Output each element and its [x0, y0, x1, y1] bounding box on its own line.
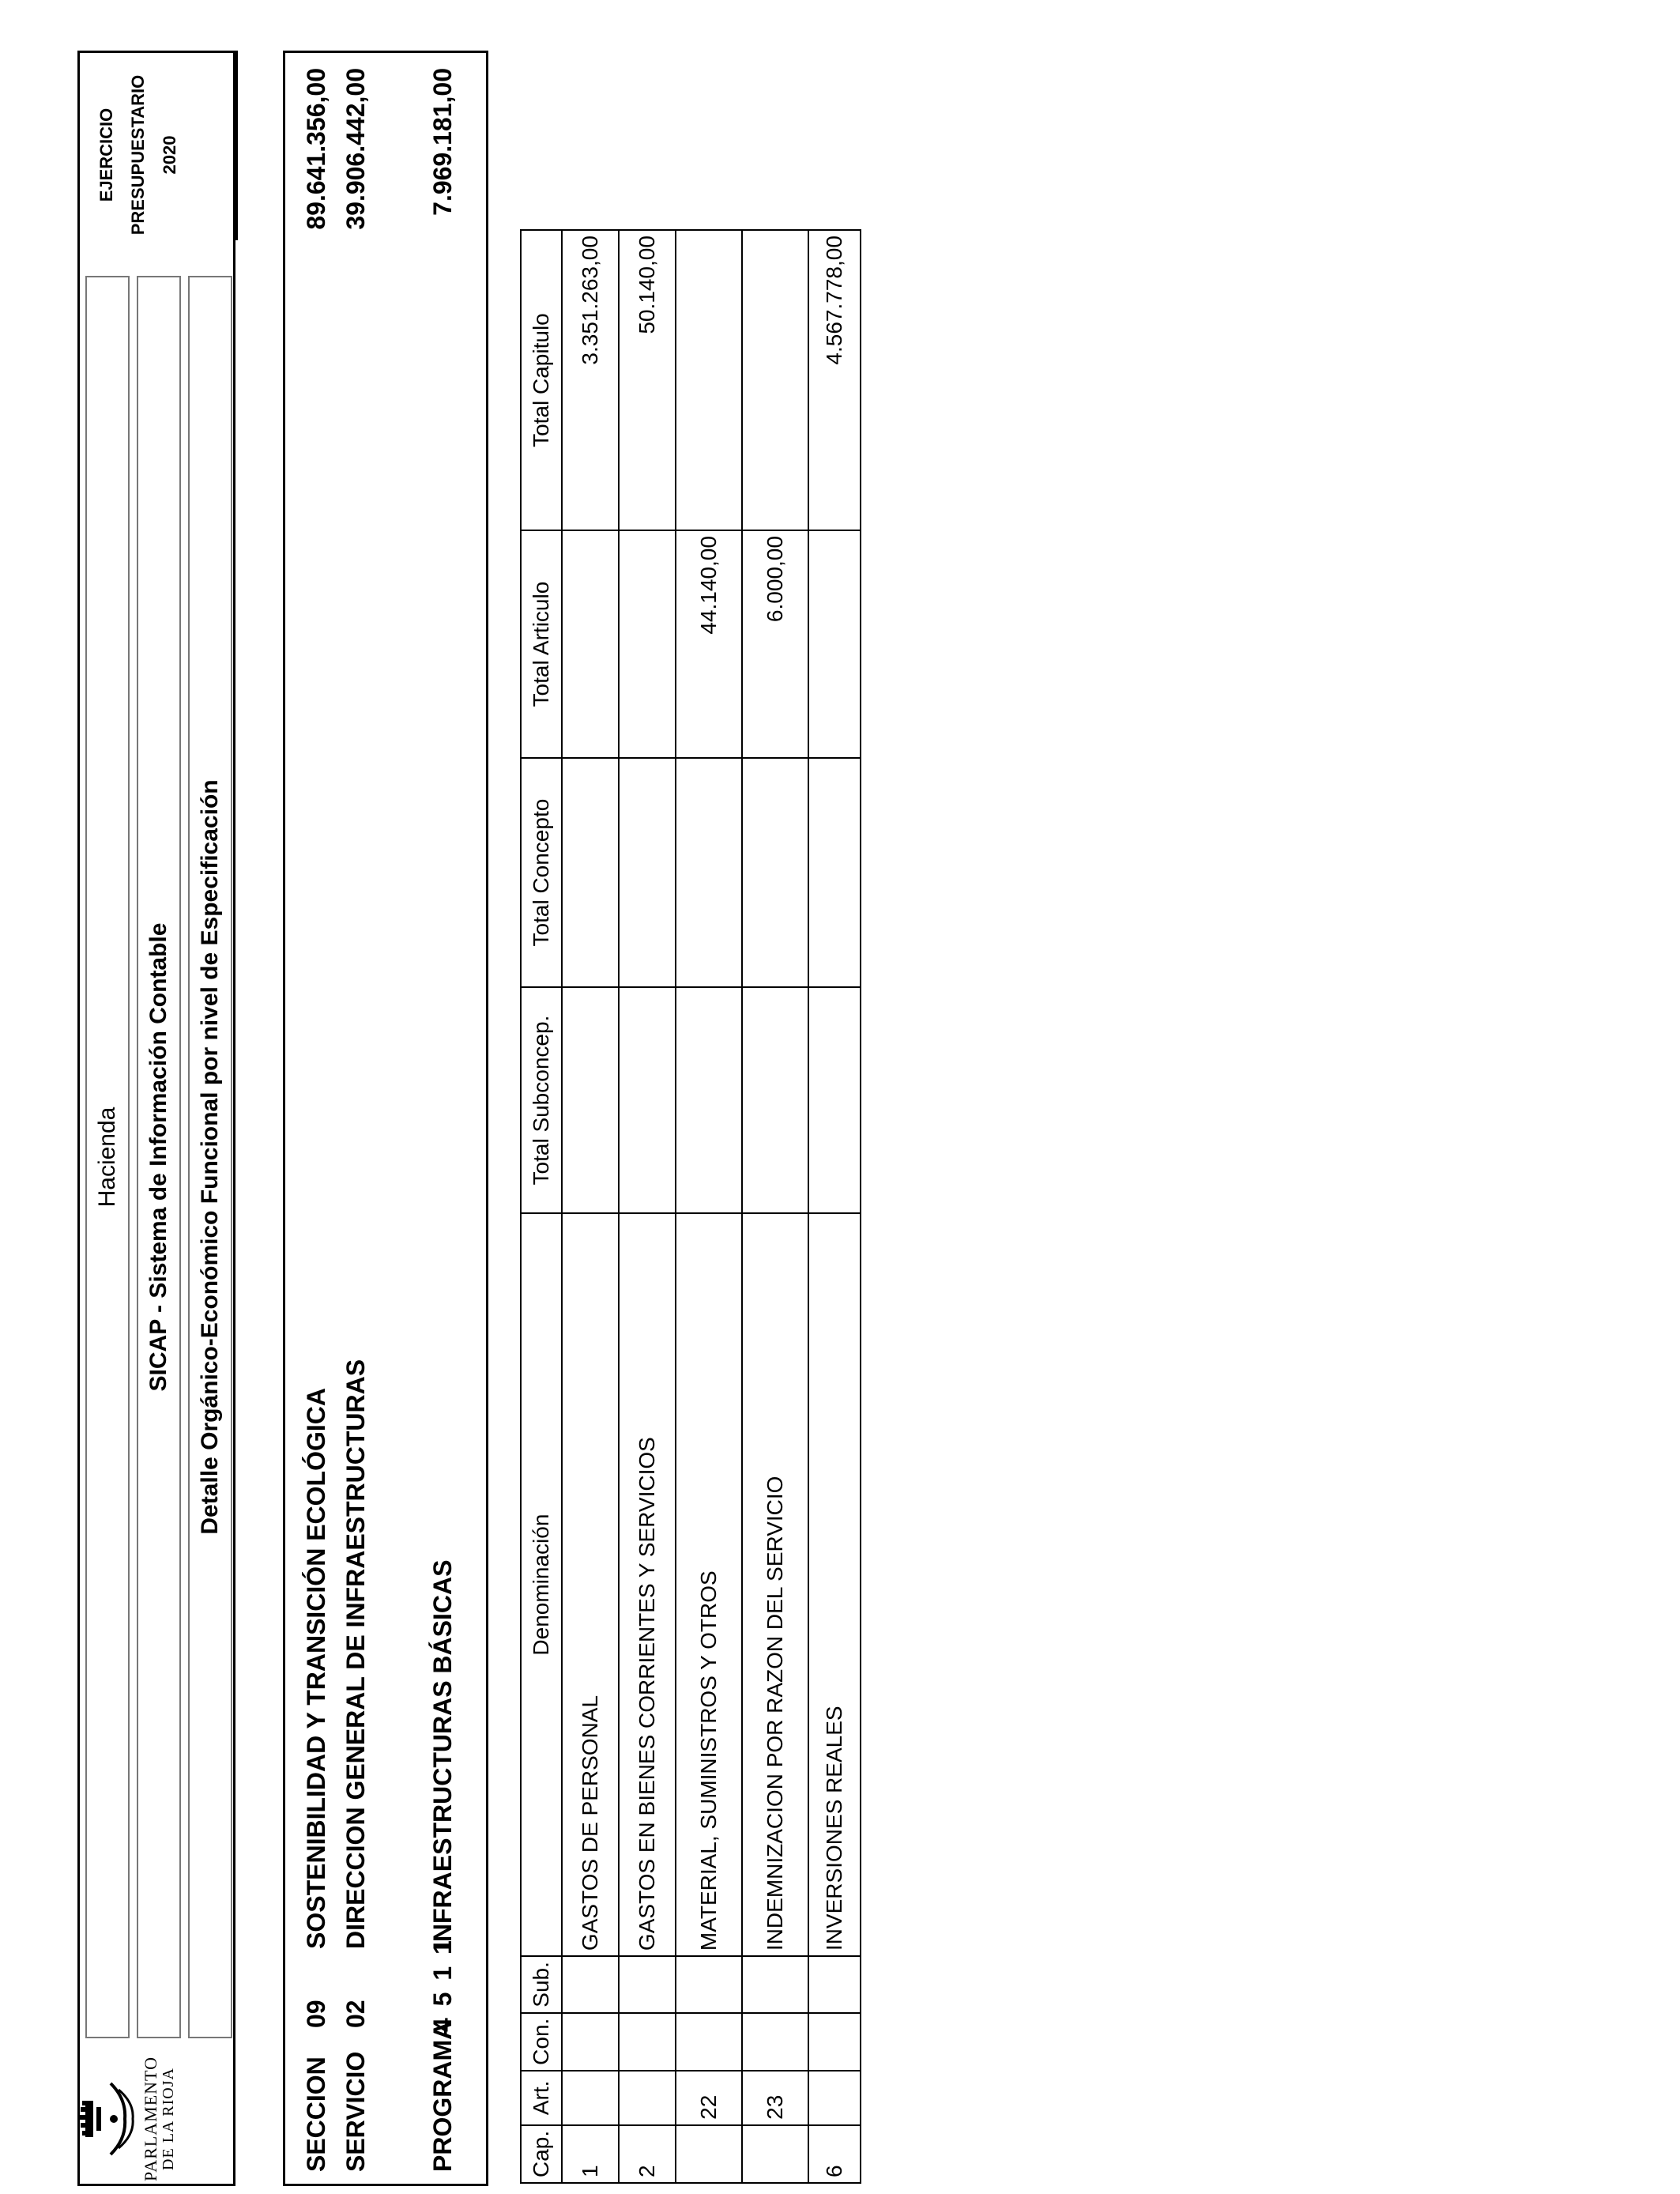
budget-table: [520, 229, 861, 2184]
total-concepto-cell: [742, 758, 808, 987]
table-row: [808, 230, 861, 2183]
total-capitulo-cell: 50.140,00: [619, 230, 676, 530]
col-header-total-concepto: Total Concepto: [521, 758, 562, 987]
total-concepto-cell: [676, 758, 742, 987]
con-cell: [742, 2013, 808, 2071]
con-cell: [676, 2013, 742, 2071]
sub-cell: [619, 1956, 676, 2013]
total-subconcep-cell: [619, 987, 676, 1213]
seccion-code: 09: [302, 2000, 330, 2028]
total-concepto-cell: [619, 758, 676, 987]
denominacion-cell: GASTOS EN BIENES CORRIENTES Y SERVICIOS: [619, 1213, 676, 1956]
logo-text-line1: PARLAMENTO: [141, 2056, 160, 2181]
col-header-total-capitulo: Total Capitulo: [521, 230, 562, 530]
con-cell: [562, 2013, 619, 2071]
divider: [235, 51, 238, 240]
col-header-total-subconcep: Total Subconcep.: [521, 987, 562, 1213]
seccion-name: SOSTENIBILIDAD Y TRANSICIÓN ECOLÓGICA: [302, 1388, 330, 1949]
table-row: [619, 230, 676, 2183]
table-row: [742, 230, 808, 2183]
fiscal-year: 2020: [160, 135, 179, 175]
total-subconcep-cell: [562, 987, 619, 1213]
denominacion-cell: MATERIAL, SUMINISTROS Y OTROS: [676, 1213, 742, 1956]
total-concepto-cell: [562, 758, 619, 987]
col-header-cap: Cap.: [521, 2125, 562, 2183]
cap-cell: 6: [808, 2125, 861, 2183]
col-header-art: Art.: [521, 2071, 562, 2125]
logo-text-line2: DE LA RIOJA: [160, 2068, 177, 2170]
cap-cell: 1: [562, 2125, 619, 2183]
total-capitulo-cell: 3.351.263,00: [562, 230, 619, 530]
programa-label: PROGRAMA: [428, 2021, 457, 2172]
total-capitulo-cell: 4.567.778,00: [808, 230, 861, 530]
col-header-con: Con.: [521, 2013, 562, 2071]
total-capitulo-cell: [676, 230, 742, 530]
denominacion-cell: GASTOS DE PERSONAL: [562, 1213, 619, 1956]
art-cell: 23: [742, 2071, 808, 2125]
con-cell: [808, 2013, 861, 2071]
presupuestario-label: PRESUPUESTARIO: [128, 74, 148, 236]
fiscal-year-block: [91, 68, 186, 242]
parliament-logo: [79, 2052, 213, 2186]
sub-cell: [742, 1956, 808, 2013]
servicio-total: 39.906.442,00: [341, 68, 370, 230]
servicio-name: DIRECCION GENERAL DE INFRAESTRUCTURAS: [341, 1359, 370, 1949]
ejercicio-label: EJERCICIO: [96, 107, 116, 202]
denominacion-cell: INVERSIONES REALES: [808, 1213, 861, 1956]
total-subconcep-cell: [676, 987, 742, 1213]
total-concepto-cell: [808, 758, 861, 987]
total-articulo-cell: 44.140,00: [676, 530, 742, 758]
col-header-total-articulo: Total Articulo: [521, 530, 562, 758]
programa-name: INFRAESTRUCTURAS BÁSICAS: [428, 1559, 457, 1949]
sub-cell: [808, 1956, 861, 2013]
report-title: Detalle Orgánico-Económico Funcional por nivel de Especificación: [188, 276, 232, 2038]
denominacion-cell: INDEMNIZACION POR RAZON DEL SERVICIO: [742, 1213, 808, 1956]
total-subconcep-cell: [742, 987, 808, 1213]
department-title: Hacienda: [85, 276, 130, 2038]
table-row: [562, 230, 619, 2183]
col-header-sub: Sub.: [521, 1956, 562, 2013]
total-articulo-cell: 6.000,00: [742, 530, 808, 758]
sub-cell: [676, 1956, 742, 2013]
seccion-total: 89.641.356,00: [302, 68, 330, 230]
total-articulo-cell: [808, 530, 861, 758]
total-articulo-cell: [562, 530, 619, 758]
servicio-code: 02: [341, 2000, 370, 2028]
sub-cell: [562, 1956, 619, 2013]
art-cell: [562, 2071, 619, 2125]
total-subconcep-cell: [808, 987, 861, 1213]
seccion-label: SECCION: [302, 2056, 330, 2172]
cap-cell: 2: [619, 2125, 676, 2183]
cap-cell: [742, 2125, 808, 2183]
total-capitulo-cell: [742, 230, 808, 530]
total-articulo-cell: [619, 530, 676, 758]
col-header-denominacion: Denominación: [521, 1213, 562, 1956]
table-row: [676, 230, 742, 2183]
art-cell: 22: [676, 2071, 742, 2125]
programa-total: 7.969.181,00: [428, 68, 457, 216]
cap-cell: [676, 2125, 742, 2183]
art-cell: [808, 2071, 861, 2125]
art-cell: [619, 2071, 676, 2125]
programa-code: 4 5 1 1: [428, 1940, 457, 2032]
con-cell: [619, 2013, 676, 2071]
system-title: SICAP - Sistema de Información Contable: [137, 276, 181, 2038]
crown-emblem-icon: [79, 2052, 142, 2186]
table-header-row: [521, 230, 562, 2183]
servicio-label: SERVICIO: [341, 2051, 370, 2172]
